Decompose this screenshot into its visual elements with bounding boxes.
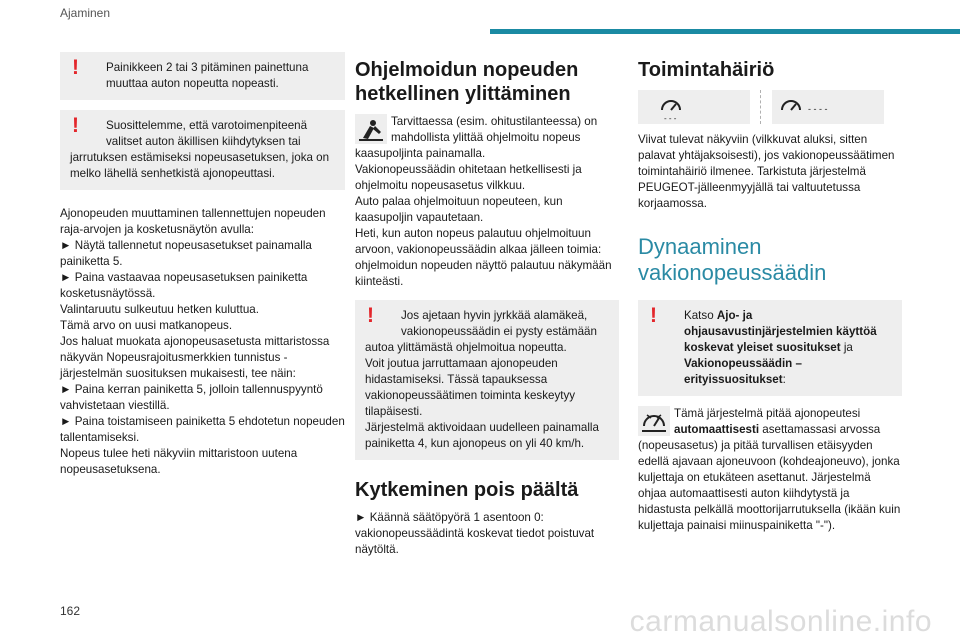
text-line: ► Paina vastaavaa nopeusasetuksen painiketta kosketusnäytössä. [60, 271, 308, 300]
para-text-bold: automaattisesti [674, 423, 760, 436]
text-line: Jos haluat muokata ajonopeusasetusta mittaristossa näkyvän Nopeusrajoitusmerkkien tunnistus -järjestelmän suosituksen mukaisesti, tee näin: [60, 335, 330, 380]
warning-note-1 [60, 52, 345, 100]
note-text-rest: autoa ylittämästä ohjelmoitua nopeutta. [365, 341, 567, 354]
note-text: Painikkeen 2 tai 3 pitäminen painettuna muuttaa auton nopeutta nopeasti. [106, 61, 309, 90]
exclamation-icon: ! [72, 56, 79, 79]
dynamic-cruise-body [638, 438, 902, 534]
para-text-c: asettamassasi arvossa [759, 423, 881, 436]
text-line: Tämä arvo on uusi matkanopeus. [60, 319, 233, 332]
text-line: Auto palaa ohjelmoituun nopeuteen, kun kaasupoljin vapautetaan. [355, 195, 563, 224]
para-first: Tarvittaessa (esim. ohitustilanteessa) on mahdollista ylittää ohjelmoitu nopeus [391, 115, 598, 144]
adaptive-cruise-icon [638, 406, 670, 436]
exclamation-icon: ! [72, 114, 79, 137]
text-line: (nopeusasetus) ja pitää turvallisen etäisyyden edellä ajavaan ajoneuvoon (kohdeajoneuvo), jonka kuljettaja on etukäteen asettanut. Järjestelmä ohjaa automaattisesti auton kiihdytystä ja hidastusta pelkällä moottorijarrutuksella (ikään kuin kuljettaja painaisi miinuspainiketta "-"). [638, 439, 901, 532]
text-line: Nopeus tulee heti näkyviin mittaristoon uutena nopeusasetuksena. [60, 447, 298, 476]
fault-display-1 [638, 90, 750, 124]
heading-override: Ohjelmoidun nopeuden hetkellinen ylittäminen [355, 59, 579, 105]
note-text-first: Suosittelemme, että varotoimenpiteenä valitset auton äkillisen kiihdytyksen tai [106, 119, 308, 148]
override-body [355, 146, 619, 290]
fault-text [638, 132, 902, 212]
info-note-see [638, 300, 902, 396]
column-3 [638, 58, 902, 534]
column-2 [355, 58, 619, 558]
para-first [638, 406, 902, 438]
section-title: Ajaminen [60, 6, 111, 20]
heading-dynamic-cruise: Dynaaminen vakionopeussäädin [638, 234, 827, 285]
note-link-general: Ajo- ja ohjausavustinjärjestelmien käyttöä koskevat yleiset suositukset [684, 309, 877, 354]
note-text-a: Katso [684, 309, 717, 322]
dynamic-cruise-paragraph [638, 406, 902, 438]
fault-indicator-row [638, 90, 902, 124]
text-line: ► Paina toistamiseen painiketta 5 ehdotetun nopeuden tallentamiseksi. [60, 415, 345, 444]
body-text [60, 206, 345, 478]
divider [760, 90, 762, 124]
text-line: ► Paina kerran painiketta 5, jolloin tallennuspyyntö vahvistetaan viestillä. [60, 383, 323, 412]
text-line: Valintaruutu sulkeutuu hetken kuluttua. [60, 303, 259, 316]
speedometer-dashes-icon [772, 90, 884, 124]
heading-switch-off: Kytkeminen pois päältä [355, 479, 579, 501]
svg-text:- - - -: - - - - [808, 104, 828, 114]
text-line: Vakionopeussäädin ohitetaan hetkellisesti ja ohjelmoitu nopeusasetus vilkkuu. [355, 163, 582, 192]
note-text [648, 304, 894, 388]
text-line: Viivat tulevat näkyviin (vilkkuvat aluksi, sitten palavat yhtäjaksoisesti), jos vakionopeussäätimen toimintahäiriö ilmenee. Tarkistuta järjestelmä PEUGEOT-jälleenmyyjällä tai valtuutetussa korjaamossa. [638, 133, 895, 210]
note-text-e: : [782, 373, 786, 386]
switch-off-text [355, 510, 619, 558]
heading-fault: Toimintahäiriö [638, 59, 775, 81]
note-line: Järjestelmä aktivoidaan uudelleen painamalla painiketta 4, kun ajonopeus on yli 40 km/h. [365, 421, 599, 450]
column-1 [60, 52, 345, 478]
text-line: Heti, kun auton nopeus palautuu ohjelmoituun arvoon, vakionopeussäädin alkaa jälleen toimia: ohjelmoidun nopeuden näyttö palautuu näkymään kiinteästi. [355, 227, 612, 288]
accelerator-pedal-icon [355, 114, 387, 144]
text-line: ► Käännä säätöpyörä 1 asentoon 0: vakionopeussäädintä koskevat tiedot poistuvat näytöltä. [355, 511, 595, 556]
note-link-specific: Vakionopeussäädin – erityissuositukset [684, 357, 802, 386]
page-number: 162 [60, 604, 81, 618]
exclamation-icon: ! [367, 304, 374, 327]
warning-note-downhill [355, 300, 619, 460]
watermark: carmanualsonline.info [629, 605, 932, 638]
svg-text:- - -: - - - [664, 114, 677, 123]
warning-note-2 [60, 110, 345, 190]
para-text-a: Tämä järjestelmä pitää ajonopeutesi [674, 407, 861, 420]
text-line: ► Näytä tallennetut nopeusasetukset painamalla painiketta 5. [60, 239, 312, 268]
note-line: Voit joutua jarruttamaan ajonopeuden hidastamiseksi. Tässä tapauksessa vakionopeussäätimen toiminta keskeytyy tilapäisesti. [365, 357, 576, 418]
note-text-first: Jos ajetaan hyvin jyrkkää alamäkeä, vakionopeussäädin ei pysty estämään [401, 309, 597, 338]
override-paragraph [355, 114, 619, 146]
exclamation-icon: ! [650, 304, 657, 327]
text-line: kaasupoljinta painamalla. [355, 147, 486, 160]
note-text-rest: jarrutuksen estämiseksi nopeusasetuksen, joka on melko lähellä senhetkistä ajonopeuttasi. [70, 151, 330, 180]
fault-display-2 [772, 90, 884, 124]
header-accent-bar [490, 29, 960, 34]
speedometer-dashes-icon [638, 90, 750, 124]
note-text-c: ja [840, 341, 853, 354]
text-line: Ajonopeuden muuttaminen tallennettujen nopeuden raja-arvojen ja kosketusnäytön avulla: [60, 207, 326, 236]
